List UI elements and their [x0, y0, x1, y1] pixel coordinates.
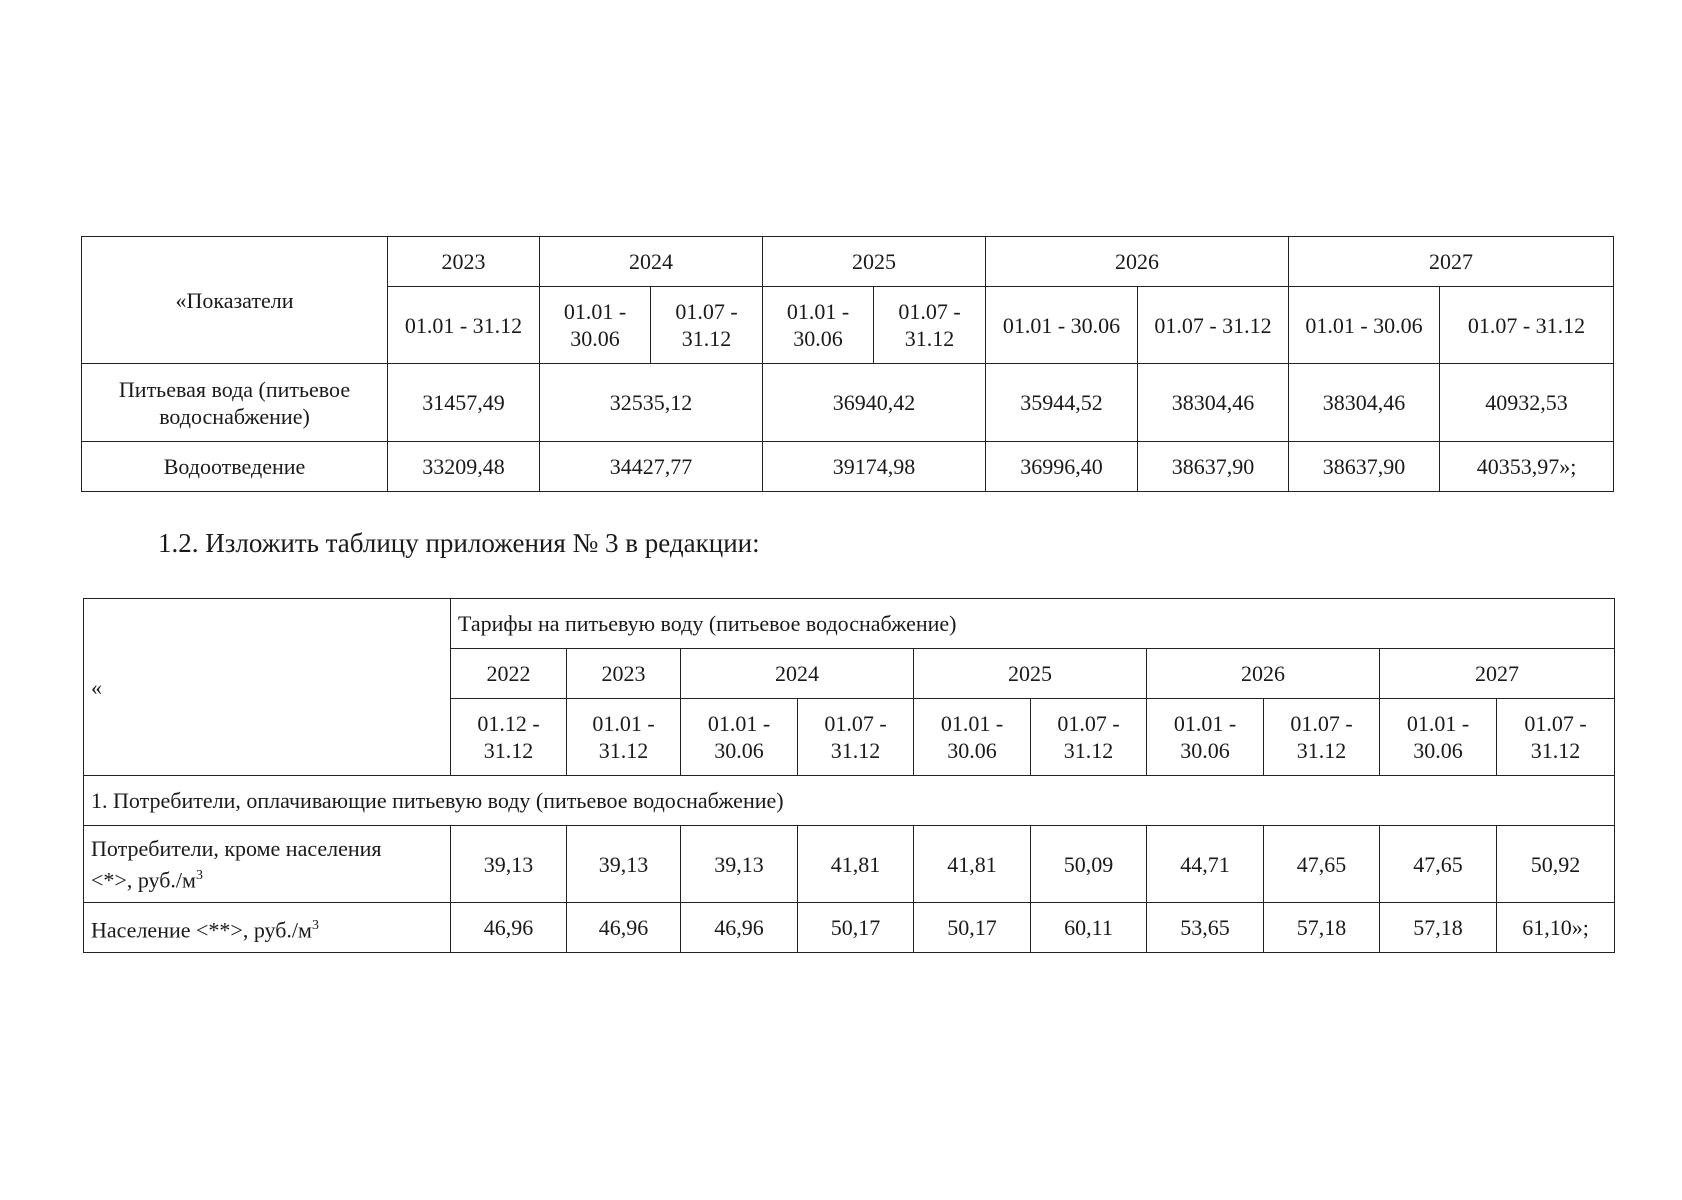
period-header: 01.07 - 31.12 — [651, 287, 763, 364]
value-cell: 57,18 — [1380, 903, 1497, 953]
period-header: 01.01 - 30.06 — [1289, 287, 1440, 364]
value-cell: 50,09 — [1031, 826, 1147, 903]
row-label: Водоотведение — [82, 442, 388, 492]
period-header: 01.07 - 31.12 — [1031, 699, 1147, 776]
table-row — [84, 826, 1615, 903]
period-header: 01.01 - 31.12 — [388, 287, 540, 364]
period-header: 01.07 - 31.12 — [1264, 699, 1380, 776]
value-cell: 38304,46 — [1138, 364, 1289, 442]
value-cell: 36940,42 — [763, 364, 986, 442]
value-cell: 57,18 — [1264, 903, 1380, 953]
table-indicators — [81, 236, 1614, 492]
value-cell: 31457,49 — [388, 364, 540, 442]
value-cell: 38637,90 — [1138, 442, 1289, 492]
period-header: 01.01 - 30.06 — [763, 287, 874, 364]
year-header: 2023 — [388, 237, 540, 287]
value-cell: 46,96 — [567, 903, 681, 953]
value-cell: 38637,90 — [1289, 442, 1440, 492]
table-tariffs — [83, 598, 1615, 953]
table-row — [82, 364, 1614, 442]
unit-superscript: 3 — [311, 917, 319, 933]
table-row — [82, 442, 1614, 492]
section-header: 1. Потребители, оплачивающие питьевую воду (питьевое водоснабжение) — [84, 776, 1615, 826]
value-cell: 35944,52 — [986, 364, 1138, 442]
period-header: 01.07 - 31.12 — [1138, 287, 1289, 364]
year-header: 2022 — [451, 649, 567, 699]
row-label: Питьевая вода (питьевое водоснабжение) — [82, 364, 388, 442]
value-cell: 50,17 — [914, 903, 1031, 953]
period-header: 01.01 - 30.06 — [914, 699, 1031, 776]
group-header: Тарифы на питьевую воду (питьевое водоснабжение) — [451, 599, 1615, 649]
row-label: Потребители, кроме населения <*>, $руб./м^3$ — [84, 826, 451, 903]
paragraph-instruction: 1.2. Изложить таблицу приложения № 3 в редакции: — [158, 528, 760, 558]
value-cell: 38304,46 — [1289, 364, 1440, 442]
header-indicators: «Показатели — [82, 237, 388, 364]
value-cell: 33209,48 — [388, 442, 540, 492]
value-cell: 36996,40 — [986, 442, 1138, 492]
value-cell: 50,17 — [798, 903, 914, 953]
year-header: 2023 — [567, 649, 681, 699]
value-cell: 46,96 — [451, 903, 567, 953]
value-cell: 61,10»; — [1497, 903, 1615, 953]
period-header: 01.07 - 31.12 — [1497, 699, 1615, 776]
table-header-row — [84, 599, 1615, 649]
corner-cell: « — [84, 599, 451, 776]
section-row — [84, 776, 1615, 826]
year-header: 2024 — [540, 237, 763, 287]
period-header: 01.01 - 30.06 — [1380, 699, 1497, 776]
year-header: 2027 — [1289, 237, 1614, 287]
year-header: 2026 — [1147, 649, 1380, 699]
value-cell: 41,81 — [914, 826, 1031, 903]
year-header: 2027 — [1380, 649, 1615, 699]
row-label: Население <**>, $руб./м^3$ — [84, 903, 451, 953]
value-cell: 34427,77 — [540, 442, 763, 492]
value-cell: 46,96 — [681, 903, 798, 953]
value-cell: 39,13 — [567, 826, 681, 903]
year-header: 2025 — [763, 237, 986, 287]
period-header: 01.07 - 31.12 — [798, 699, 914, 776]
value-cell: 47,65 — [1380, 826, 1497, 903]
table-row — [84, 903, 1615, 953]
value-cell: 39,13 — [681, 826, 798, 903]
value-cell: 53,65 — [1147, 903, 1264, 953]
value-cell: 32535,12 — [540, 364, 763, 442]
value-cell: 40932,53 — [1440, 364, 1614, 442]
value-cell: 40353,97»; — [1440, 442, 1614, 492]
period-header: 01.01 - 30.06 — [540, 287, 651, 364]
period-header: 01.07 - 31.12 — [874, 287, 986, 364]
period-header: 01.01 - 30.06 — [1147, 699, 1264, 776]
value-cell: 39174,98 — [763, 442, 986, 492]
year-header: 2024 — [681, 649, 914, 699]
year-header: 2025 — [914, 649, 1147, 699]
value-cell: 39,13 — [451, 826, 567, 903]
value-cell: 41,81 — [798, 826, 914, 903]
period-header: 01.07 - 31.12 — [1440, 287, 1614, 364]
value-cell: 47,65 — [1264, 826, 1380, 903]
table-header-row — [82, 237, 1614, 287]
period-header: 01.01 - 31.12 — [567, 699, 681, 776]
period-header: 01.01 - 30.06 — [986, 287, 1138, 364]
period-header: 01.12 - 31.12 — [451, 699, 567, 776]
value-cell: 44,71 — [1147, 826, 1264, 903]
year-header: 2026 — [986, 237, 1289, 287]
unit-superscript: 3 — [195, 867, 203, 883]
period-header: 01.01 - 30.06 — [681, 699, 798, 776]
value-cell: 50,92 — [1497, 826, 1615, 903]
value-cell: 60,11 — [1031, 903, 1147, 953]
